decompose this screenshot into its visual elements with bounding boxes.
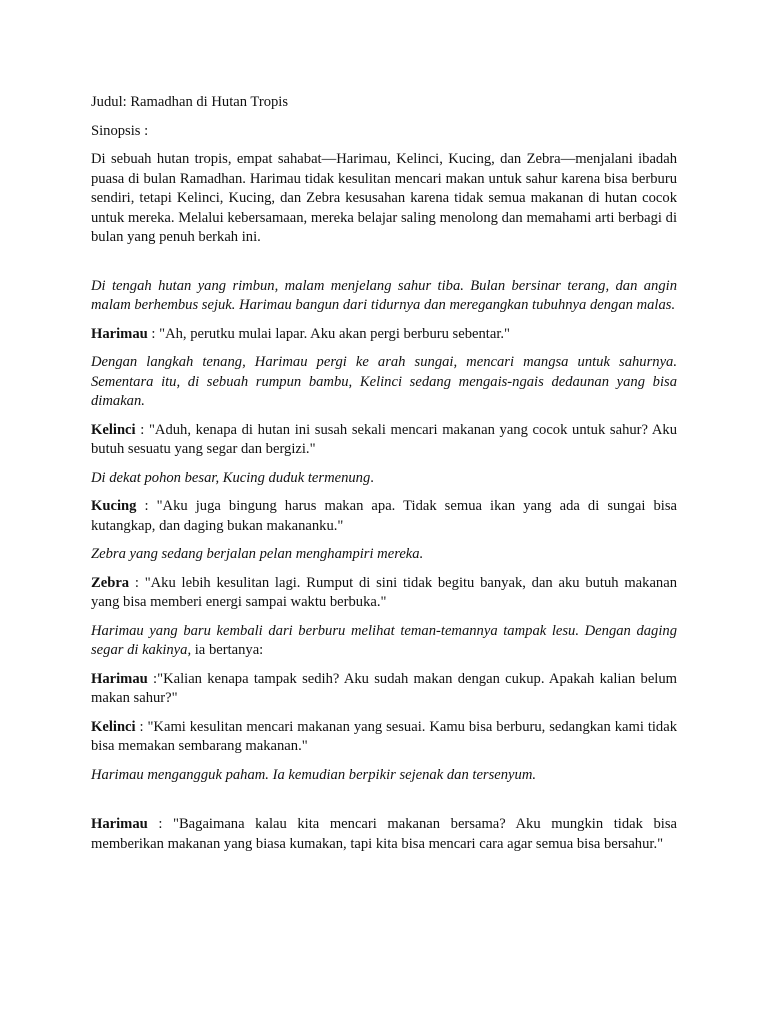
speaker-name: Harimau	[91, 816, 148, 832]
narration-text: Harimau yang baru kembali dari berburu melihat teman-temannya tampak lesu. Dengan daging segar di kakinya,	[91, 622, 677, 658]
narration-paragraph	[91, 766, 677, 786]
speaker-name: Kelinci	[91, 421, 136, 438]
narration-paragraph	[91, 622, 677, 661]
dialogue-paragraph	[91, 325, 677, 345]
dialogue-text: "Aduh, kenapa di hutan ini susah sekali mencari makanan yang cocok untuk sahur? Aku butuh sesuatu yang segar dan bergizi."	[91, 421, 678, 457]
speaker-name: Harimau	[91, 670, 148, 687]
synopsis-text: Di sebuah hutan tropis, empat sahabat—Harimau, Kelinci, Kucing, dan Zebra—menjalani ibadah puasa di bulan Ramadhan. Harimau tidak kesulitan mencari makan untuk sahur karena bisa berburu sendiri, tetapi Kelinci, Kucing, dan Zebra kesusahan karena tidak semua makanan di hutan cocok untuk mereka. Melalui kebersamaan, mereka belajar saling menolong dan memahami arti berbagi di bulan yang penuh berkah ini.	[91, 151, 677, 245]
dialogue-separator: :	[136, 498, 157, 514]
dialogue-separator: :	[147, 325, 160, 342]
dialogue-text: "Kami kesulitan mencari makanan yang sesuai. Kamu bisa berburu, sedangkan kami tidak bisa memakan sembarang makanan."	[91, 718, 677, 754]
narration-tail: .	[370, 469, 374, 486]
dialogue-paragraph	[91, 815, 677, 854]
speaker-name: Kucing	[91, 498, 137, 514]
narration-text: Dengan langkah tenang, Harimau pergi ke arah sungai, mencari mangsa untuk sahurnya. Sementara itu, di sebuah rumpun bambu, Kelinci sedang mengais-ngais dedaunan yang bisa dimakan.	[91, 354, 677, 409]
dialogue-separator: :	[147, 816, 173, 832]
narration-paragraph	[91, 277, 677, 316]
dialogue-paragraph	[91, 421, 677, 460]
dialogue-text: "Aku juga bingung harus makan apa. Tidak semua ikan yang ada di sungai bisa kutangkap, dan daging bukan makananku."	[91, 498, 677, 534]
narration-text: Harimau mengangguk paham. Ia kemudian berpikir sejenak dan tersenyum.	[91, 766, 537, 783]
narration-paragraph	[91, 469, 677, 489]
document-page	[91, 93, 677, 863]
speaker-name: Kelinci	[91, 718, 136, 735]
narration-paragraph	[91, 545, 677, 565]
speaker-name: Harimau	[91, 325, 148, 342]
dialogue-text: "Bagaimana kalau kita mencari makanan bersama? Aku mungkin tidak bisa memberikan makanan yang biasa kumakan, tapi kita bisa mencari cara agar semua bisa bersahur."	[91, 816, 677, 852]
dialogue-separator: :	[147, 670, 158, 687]
dialogue-separator: :	[135, 718, 148, 735]
section-gap	[91, 794, 677, 815]
dialogue-paragraph	[91, 670, 677, 709]
title-line: Judul: Ramadhan di Hutan Tropis	[91, 94, 289, 110]
narration-text: Di tengah hutan yang rimbun, malam menjelang sahur tiba. Bulan bersinar terang, dan angin malam berhembus sejuk. Harimau bangun dari tidurnya dan meregangkan tubuhnya dengan malas.	[91, 277, 677, 313]
speaker-name: Zebra	[91, 574, 130, 591]
dialogue-separator: :	[129, 574, 145, 591]
dialogue-paragraph	[91, 497, 677, 536]
dialogue-paragraph	[91, 574, 677, 613]
synopsis-label: Sinopsis :	[91, 122, 149, 139]
narration-text: Zebra yang sedang berjalan pelan menghampiri mereka.	[91, 546, 424, 562]
section-gap	[91, 257, 677, 277]
narration-tail: ia bertanya:	[191, 642, 264, 658]
dialogue-text: "Kalian kenapa tampak sedih? Aku sudah makan dengan cukup. Apakah kalian belum makan sahur?"	[91, 670, 678, 706]
narration-text: Di dekat pohon besar, Kucing duduk termenung	[91, 469, 371, 486]
dialogue-text: "Ah, perutku mulai lapar. Aku akan pergi berburu sebentar."	[159, 325, 510, 342]
dialogue-paragraph	[91, 718, 677, 757]
dialogue-separator: :	[135, 421, 149, 438]
dialogue-text: "Aku lebih kesulitan lagi. Rumput di sini tidak begitu banyak, dan aku butuh makanan yang bisa memberi energi sampai waktu berbuka."	[91, 574, 677, 610]
narration-paragraph	[91, 353, 677, 412]
